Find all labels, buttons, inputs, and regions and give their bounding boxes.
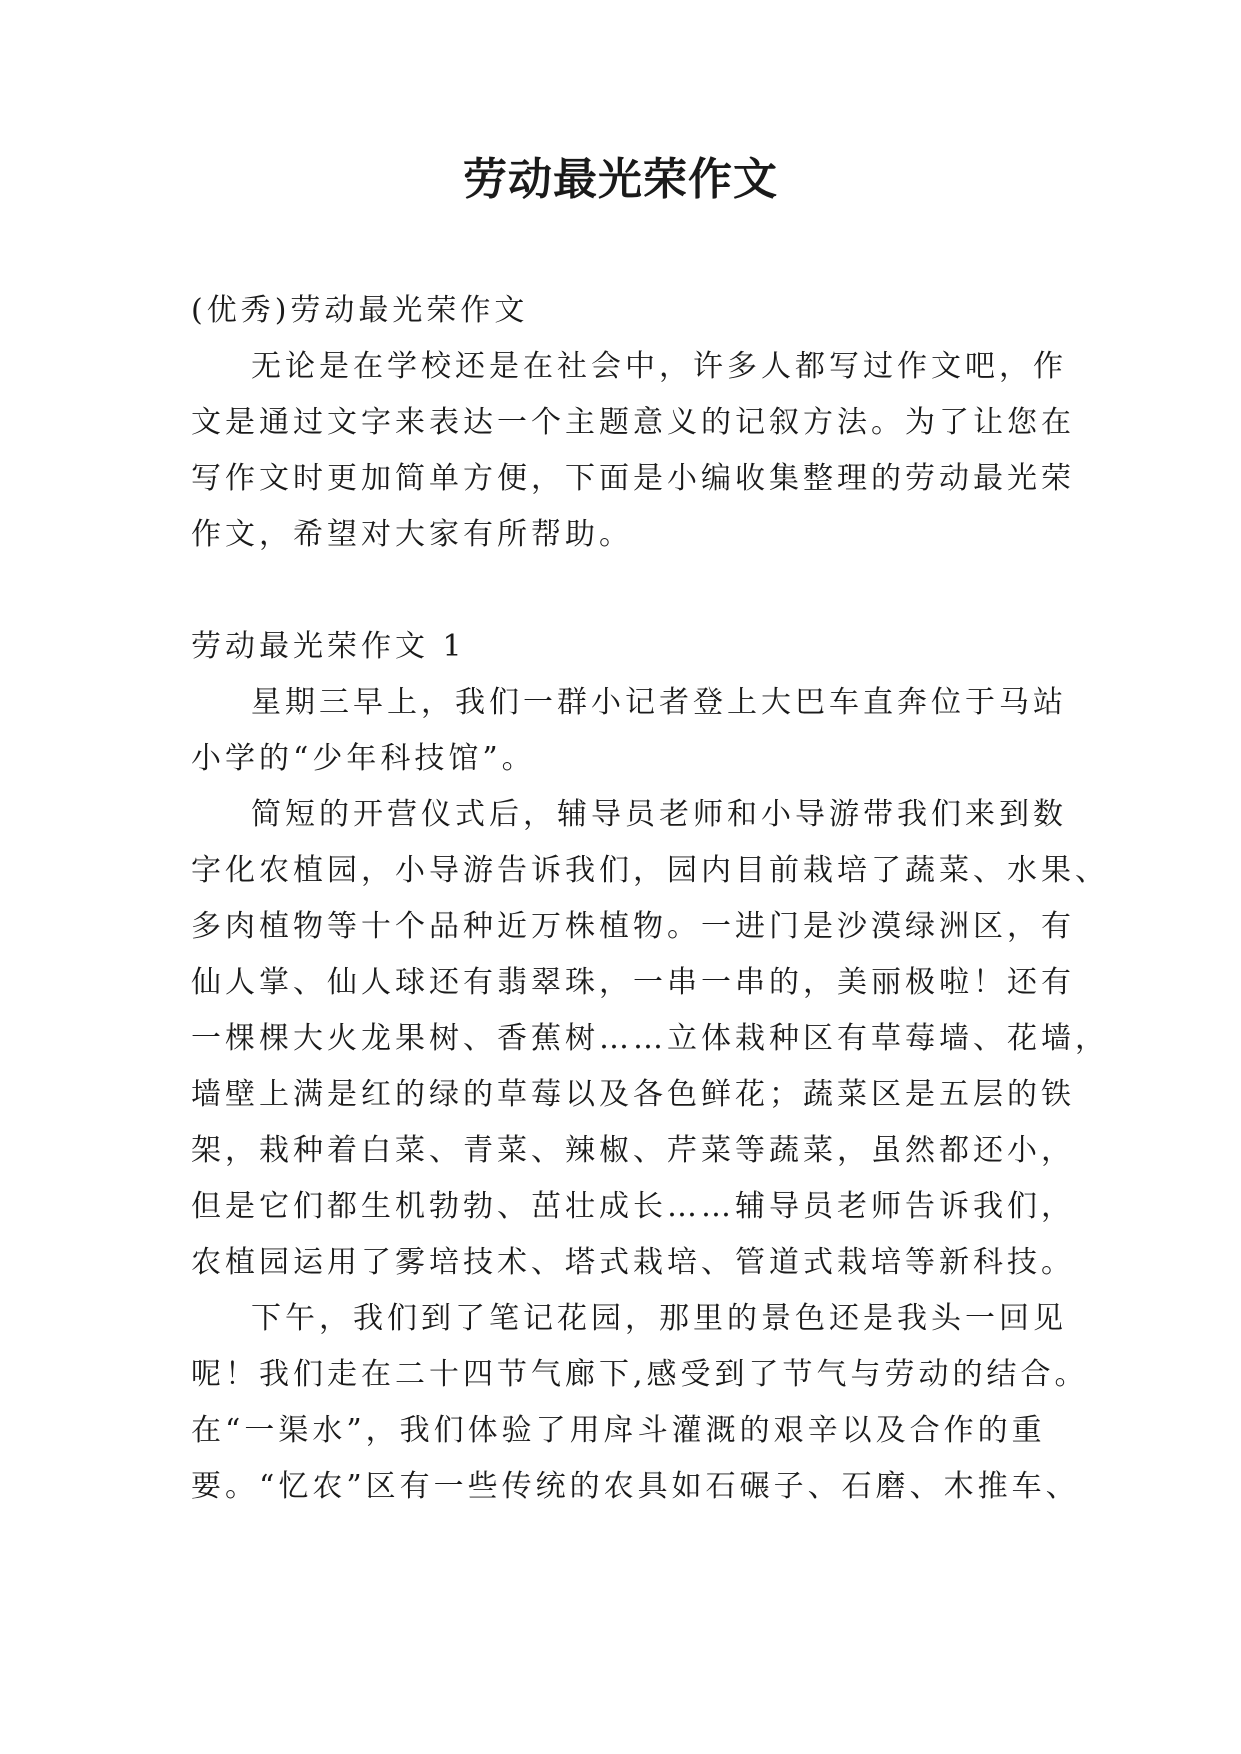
spacer [191, 563, 1071, 619]
text-line: 墙壁上满是红的绿的草莓以及各色鲜花；蔬菜区是五层的铁 [191, 1077, 1075, 1112]
text-line: 呢！我们走在二十四节气廊下,感受到了节气与劳动的结合。 [191, 1357, 1089, 1392]
paragraph-1 [191, 675, 1071, 787]
section-heading: 劳动最光荣作文 1 [191, 629, 466, 664]
text-line: 字化农植园，小导游告诉我们，园内目前栽培了蔬菜、水果、 [191, 853, 1109, 888]
paragraph-2 [191, 787, 1109, 1291]
intro-paragraph [191, 339, 1075, 563]
text-line: 但是它们都生机勃勃、茁壮成长……辅导员老师告诉我们， [191, 1189, 1075, 1224]
text-line: 作文，希望对大家有所帮助。 [191, 517, 633, 552]
text-line: 简短的开营仪式后，辅导员老师和小导游带我们来到数 [251, 797, 1067, 832]
text-line: 在“一渠水”，我们体验了用戽斗灌溉的艰辛以及合作的重 [191, 1413, 1046, 1448]
text-line: 农植园运用了雾培技术、塔式栽培、管道式栽培等新科技。 [191, 1245, 1075, 1280]
document-title: 劳动最光荣作文 [463, 154, 778, 205]
text-line: 架，栽种着白菜、青菜、辣椒、芹菜等蔬菜，虽然都还小， [191, 1133, 1075, 1168]
text-line: 无论是在学校还是在社会中，许多人都写过作文吧，作 [251, 349, 1067, 384]
text-line: 一棵棵大火龙果树、香蕉树……立体栽种区有草莓墙、花墙， [191, 1021, 1109, 1056]
paragraph-3 [191, 1291, 1089, 1515]
text-line: 小学的“少年科技馆”。 [191, 741, 536, 776]
text-line: 仙人掌、仙人球还有翡翠珠，一串一串的，美丽极啦！还有 [191, 965, 1075, 1000]
text-line: 下午，我们到了笔记花园，那里的景色还是我头一回见 [251, 1301, 1067, 1336]
text-line: 文是通过文字来表达一个主题意义的记叙方法。为了让您在 [191, 405, 1075, 440]
text-line: 多肉植物等十个品种近万株植物。一进门是沙漠绿洲区，有 [191, 909, 1075, 944]
subtitle: (优秀)劳动最光荣作文 [191, 293, 529, 328]
text-line: 星期三早上，我们一群小记者登上大巴车直奔位于马站 [251, 685, 1067, 720]
text-line: 要。“忆农”区有一些传统的农具如石碾子、石磨、木推车、 [191, 1469, 1080, 1504]
text-line: 写作文时更加简单方便，下面是小编收集整理的劳动最光荣 [191, 461, 1075, 496]
document-body [191, 283, 1109, 1515]
